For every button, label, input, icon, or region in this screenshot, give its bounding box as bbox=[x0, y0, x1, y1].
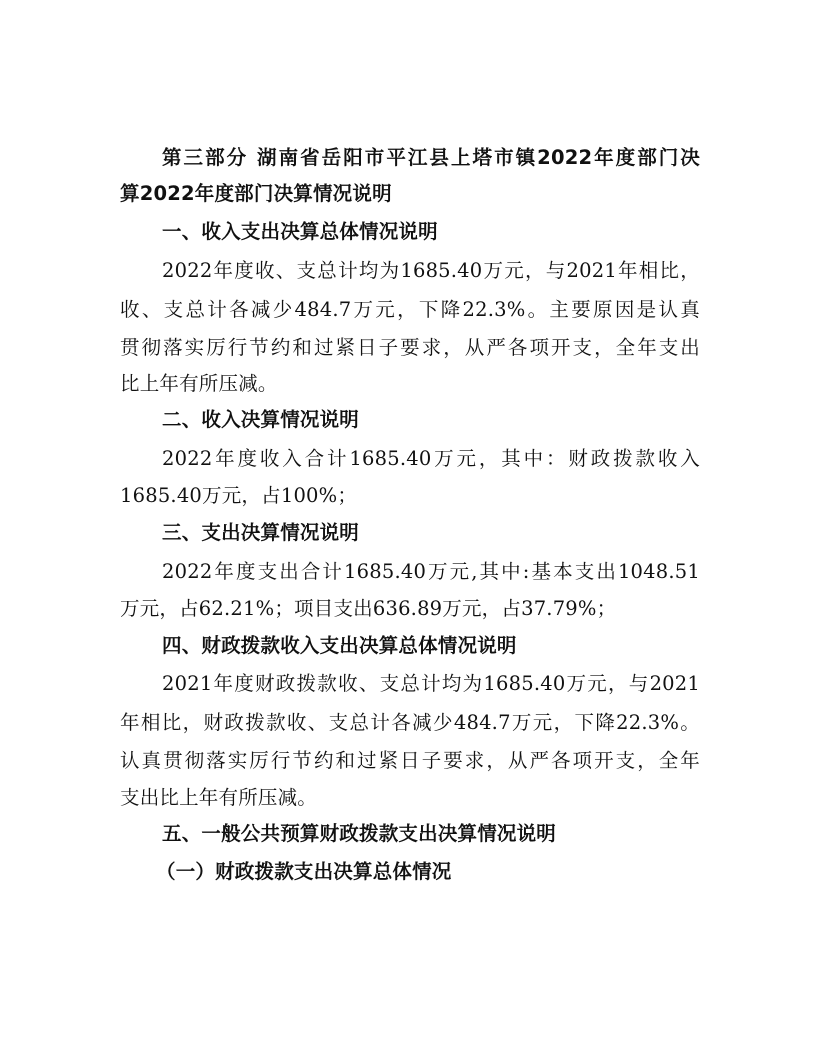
section-2-line-2: 1685.40万元，占100%； bbox=[120, 484, 358, 507]
section-4-line-4: 支出比上年有所压减。 bbox=[120, 786, 318, 809]
section-4-line-1: 2021年度财政拨款收、支总计均为1685.40万元，与2021 bbox=[162, 672, 700, 695]
section-3-line-2: 万元，占62.21%；项目支出636.89万元，占37.79%； bbox=[120, 597, 617, 620]
section-4-line-2: 年相比，财政拨款收、支总计各减少484.7万元，下降22.3%。 bbox=[120, 711, 700, 734]
subheading-1: （一）财政拨款支出决算总体情况 bbox=[156, 860, 452, 883]
section-3-line-1: 2022年度支出合计1685.40万元,其中:基本支出1048.51 bbox=[162, 560, 700, 583]
section-heading-3: 三、支出决算情况说明 bbox=[162, 521, 360, 544]
section-2-line-1: 2022年度收入合计1685.40万元，其中：财政拨款收入 bbox=[162, 447, 700, 470]
section-heading-5: 五、一般公共预算财政拨款支出决算情况说明 bbox=[162, 822, 557, 845]
section-1-line-4: 比上年有所压减。 bbox=[120, 372, 278, 395]
section-1-line-1: 2022年度收、支总计均为1685.40万元，与2021年相比， bbox=[162, 259, 700, 282]
section-1-line-2: 收、支总计各减少484.7万元，下降22.3%。主要原因是认真 bbox=[120, 298, 700, 321]
document-title-line-1: 第三部分 湖南省岳阳市平江县上塔市镇2022年度部门决 bbox=[162, 146, 700, 169]
document-title-line-2: 算2022年度部门决算情况说明 bbox=[120, 182, 392, 205]
section-heading-1: 一、收入支出决算总体情况说明 bbox=[162, 220, 438, 243]
section-4-line-3: 认真贯彻落实厉行节约和过紧日子要求，从严各项开支，全年 bbox=[120, 749, 700, 772]
section-heading-2: 二、收入决算情况说明 bbox=[162, 408, 360, 431]
section-1-line-3: 贯彻落实厉行节约和过紧日子要求，从严各项开支，全年支出 bbox=[120, 336, 700, 359]
section-heading-4: 四、财政拨款收入支出决算总体情况说明 bbox=[162, 634, 517, 657]
